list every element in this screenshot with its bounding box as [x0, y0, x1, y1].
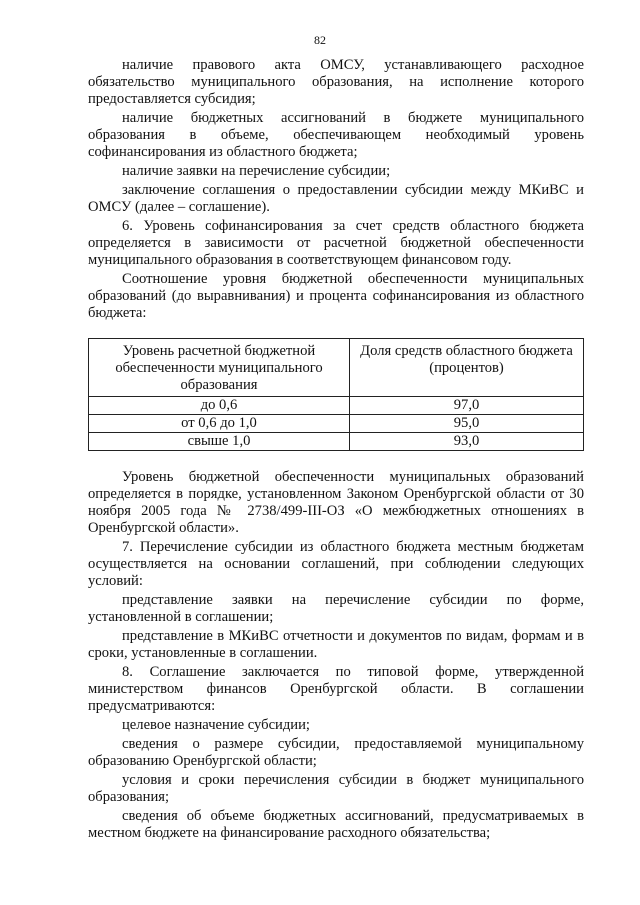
table-header-cell: Доля средств областного бюджета (процентов) [350, 339, 584, 397]
paragraph: сведения об объеме бюджетных ассигнований, предусматриваемых в местном бюджете на финансирование расходного обязательства; [88, 808, 584, 841]
paragraph: 7. Перечисление субсидии из областного бюджета местным бюджетам осуществляется на основании соглашений, при соблюдении следующих условий: [88, 539, 584, 589]
paragraph: Соотношение уровня бюджетной обеспеченности муниципальных образований (до выравнивания) и процента софинансирования из областного бюджета: [88, 271, 584, 321]
page-number: 82 [314, 33, 326, 47]
table-cell: от 0,6 до 1,0 [89, 415, 350, 433]
table-header-row [89, 339, 584, 397]
paragraph: наличие заявки на перечисление субсидии; [122, 163, 391, 179]
table-header-cell: Уровень расчетной бюджетной обеспеченности муниципального образования [89, 339, 350, 397]
table-row [89, 433, 584, 451]
table-cell: 97,0 [350, 397, 584, 415]
cofinancing-table [88, 338, 584, 451]
paragraph: сведения о размере субсидии, предоставляемой муниципальному образованию Оренбургской области; [88, 736, 584, 769]
paragraph: 8. Соглашение заключается по типовой форме, утвержденной министерством финансов Оренбургской области. В соглашении предусматриваются: [88, 664, 584, 714]
paragraph: наличие правового акта ОМСУ, устанавливающего расходное обязательство муниципального образования, на исполнение которого предоставляется субсидия; [88, 57, 584, 107]
paragraph: целевое назначение субсидии; [122, 717, 310, 733]
table-cell: свыше 1,0 [89, 433, 350, 451]
table-cell: 93,0 [350, 433, 584, 451]
table-row [89, 397, 584, 415]
paragraph: Уровень бюджетной обеспеченности муниципальных образований определяется в порядке, установленном Законом Оренбургской области от 30 ноября 2005 года № 2738/499-III-ОЗ «О межбюджетных отношениях в Оренбургской области». [88, 469, 584, 536]
paragraph: наличие бюджетных ассигнований в бюджете муниципального образования в объеме, обеспечивающем необходимый уровень софинансирования из областного бюджета; [88, 110, 584, 160]
table-row [89, 415, 584, 433]
paragraph: представление в МКиВС отчетности и документов по видам, формам и в сроки, установленные в соглашении. [88, 628, 584, 661]
table-cell: до 0,6 [89, 397, 350, 415]
paragraph: заключение соглашения о предоставлении субсидии между МКиВС и ОМСУ (далее – соглашение). [88, 182, 584, 215]
paragraph: представление заявки на перечисление субсидии по форме, установленной в соглашении; [88, 592, 584, 625]
paragraph: условия и сроки перечисления субсидии в бюджет муниципального образования; [88, 772, 584, 805]
document-body [88, 57, 584, 844]
table-cell: 95,0 [350, 415, 584, 433]
paragraph: 6. Уровень софинансирования за счет средств областного бюджета определяется в зависимости от расчетной бюджетной обеспеченности муниципального образования в соответствующем финансовом году. [88, 218, 584, 268]
